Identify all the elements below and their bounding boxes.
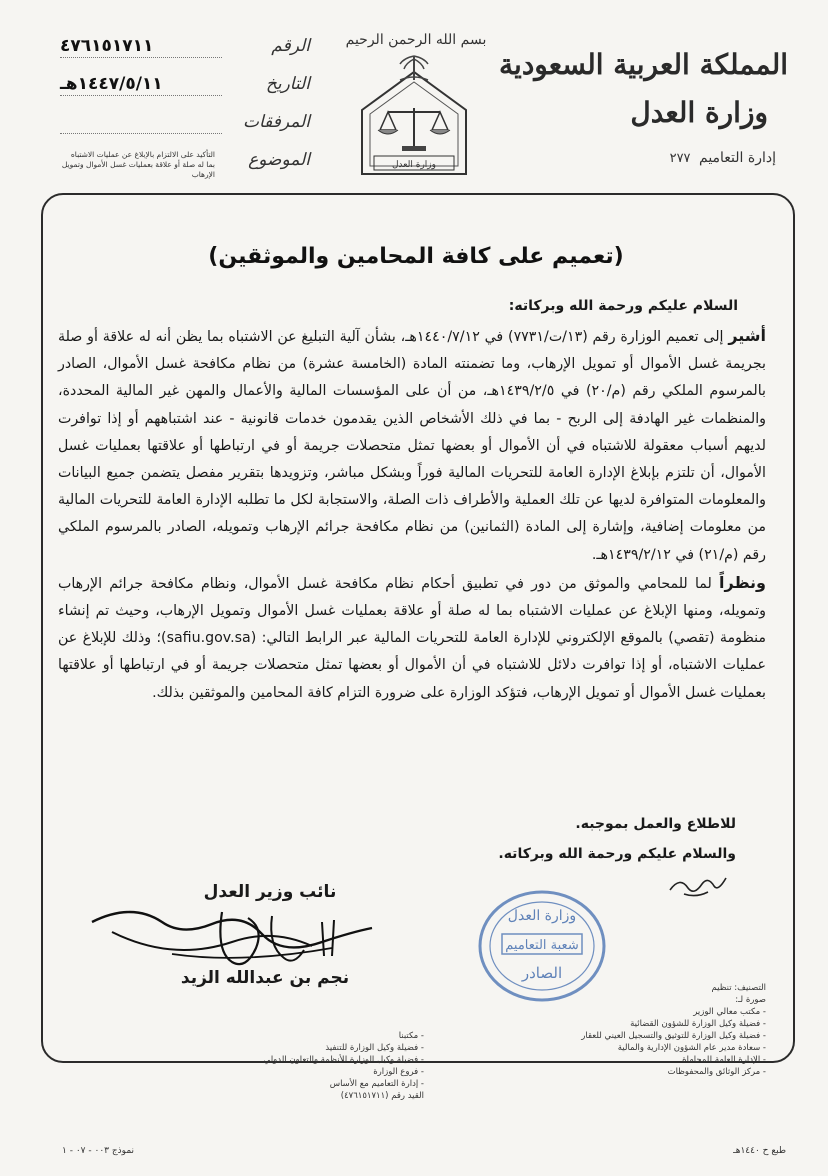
greeting: السلام عليكم ورحمة الله وبركاته: bbox=[508, 298, 738, 314]
list-item: - فضيلة وكيل الوزارة للتنفيذ bbox=[325, 1043, 424, 1053]
department-label bbox=[536, 150, 776, 166]
number-field bbox=[60, 36, 310, 58]
list-item: - فضيلة وكيل الوزارة للأنظمة والتعاون الدولي bbox=[263, 1055, 424, 1065]
list-item: - مركز الوثائق والمحفوظات bbox=[667, 1067, 766, 1077]
attachments-label: المرفقات bbox=[242, 112, 310, 132]
initials-signature bbox=[664, 864, 734, 904]
list-item: - مكتب معالي الوزير bbox=[693, 1007, 766, 1017]
attachments-field bbox=[60, 112, 310, 134]
list-item: صورة لـ: bbox=[735, 995, 766, 1005]
list-item: التصنيف: تنظيم bbox=[711, 983, 766, 993]
date-label: التاريخ bbox=[265, 74, 310, 94]
basmala: بسم الله الرحمن الرحيم bbox=[345, 32, 487, 48]
distribution-list-left bbox=[264, 1030, 424, 1102]
ministry-name: وزارة العدل bbox=[630, 96, 768, 129]
closing-instruction: للاطلاع والعمل بموجبه. bbox=[575, 816, 736, 832]
paragraph-1 bbox=[58, 322, 766, 569]
body-text bbox=[58, 322, 766, 707]
paragraph-1-text: إلى تعميم الوزارة رقم (١٣/ت/٧٧٣١) في ١٤٤٠/٧/١٢هـ، بشأن آلية التبليغ عن الاشتباه بما يظن أنه له علاقة أو صلة بجريمة غسل الأموال أو تمويل الإرهاب، وما تضمنته المادة (الخامسة عشرة) من نظام مكافحة غسل الأموال، الصادر بالمرسوم الملكي رقم (م/٢٠) في ١٤٣٩/٢/٥هـ، من أن على المؤسسات المالية والأعمال والمهن غير المالية المحددة، والمنظمات غير الهادفة إلى الربح - بما في ذلك الأشخاص الذين يقدمون خدمات قانونية - عند اشتباههم أو إذا توافرت لديهم أسباب معقولة للاشتباه في أن الأموال أو بعضها تمثل متحصلات جريمة أو في ارتباطها أو علاقتها بعمليات غسل الأموال، أن تلتزم بإبلاغ الإدارة العامة للتحريات المالية فوراً وبشكل مباشر، وتزويدها بتقرير مفصل يتضمن جميع البيانات والمعلومات المتوافرة لديها عن تلك العملية والأطراف ذات الصلة، والاستجابة لكل ما تطلبه الإدارة العامة للتحريات المالية من معلومات إضافية، وإشارة إلى المادة (الثمانين) من نظام مكافحة جرائم الإرهاب وتمويله، الصادر بالمرسوم الملكي رقم (م/٢١) في ١٤٣٩/٢/١٢هـ. bbox=[58, 329, 766, 563]
list-item: - سعادة مدير عام الشؤون الإدارية والمالية bbox=[617, 1043, 766, 1053]
paragraph-1-lead: أشير bbox=[728, 326, 767, 345]
form-number: نموذج ٠٠٣ - ٠٧ - ١ bbox=[62, 1146, 135, 1156]
list-item: القيد رقم (٤٧٦١٥١٧١١) bbox=[340, 1091, 424, 1101]
department-code: ٢٧٧ bbox=[669, 151, 691, 166]
svg-text:وزارة العدل: وزارة العدل bbox=[392, 160, 436, 170]
kingdom-name: المملكة العربية السعودية bbox=[499, 48, 788, 81]
ministry-emblem bbox=[352, 50, 476, 182]
number-label: الرقم bbox=[271, 36, 310, 56]
signatory-title: نائب وزير العدل bbox=[203, 882, 337, 902]
date-field bbox=[60, 74, 310, 96]
list-item: - فضيلة وكيل الوزارة للتوثيق والتسجيل العيني للعقار bbox=[581, 1031, 766, 1041]
circular-title: (تعميم على كافة المحامين والموثقين) bbox=[208, 244, 624, 269]
svg-text:شعبة التعاميم: شعبة التعاميم bbox=[505, 938, 579, 953]
list-item: - الإدارة العامة للمحاماة bbox=[682, 1055, 766, 1065]
list-item: - فروع الوزارة bbox=[373, 1067, 424, 1077]
svg-text:وزارة العدل: وزارة العدل bbox=[507, 908, 577, 924]
list-item: - إدارة التعاميم مع الأساس bbox=[329, 1079, 424, 1089]
paragraph-2 bbox=[58, 569, 766, 707]
distribution-list-right bbox=[546, 982, 766, 1078]
closing-salutation: والسلام عليكم ورحمة الله وبركاته. bbox=[498, 846, 736, 862]
print-note: طبع ح ١٤٤٠هـ bbox=[733, 1146, 786, 1156]
paragraph-2-text: لما للمحامي والموثق من دور في تطبيق أحكام نظام مكافحة غسل الأموال، ونظام مكافحة جرائم الإرهاب وتمويله، ومنها الإبلاغ عن عمليات الاشتباه بما له صلة أو علاقة بعمليات غسل الأموال وتمويل الإرهاب، وحيث تم إنشاء منظومة (تقصي) بالموقع الإلكتروني للإدارة العامة للتحريات المالية عبر الرابط التالي: (safiu.gov.sa)؛ وذلك للإبلاغ عن عمليات الاشتباه، أو إذا توافرت دلائل للاشتباه في أن الأموال أو بعضها تمثل متحصلات جريمة أو في ارتباطها أو علاقتها بعمليات غسل الأموال أو تمويل الإرهاب، فتؤكد الوزارة على ضرورة التزام كافة المحامين والموثقين بذلك. bbox=[58, 575, 766, 701]
date-value: ١٤٤٧/٥/١١هـ bbox=[60, 74, 163, 94]
list-item: - فضيلة وكيل الوزارة للشؤون القضائية bbox=[630, 1019, 766, 1029]
department-name: إدارة التعاميم bbox=[699, 150, 776, 166]
svg-text:الصادر: الصادر bbox=[521, 964, 563, 982]
subject-label: الموضوع bbox=[248, 150, 310, 170]
list-item: - مكتبنا bbox=[398, 1031, 424, 1041]
number-value: ٤٧٦١٥١٧١١ bbox=[60, 36, 154, 56]
subject-value: التأكيد على الالتزام بالإبلاغ عن عمليات الاشتباه بما له صلة أو علاقة بعمليات غسل الأموال وتمويل الإرهاب bbox=[61, 150, 215, 179]
signatory-name: نجم بن عبدالله الزيد bbox=[180, 968, 350, 988]
paragraph-2-lead: ونظراً bbox=[719, 572, 766, 592]
